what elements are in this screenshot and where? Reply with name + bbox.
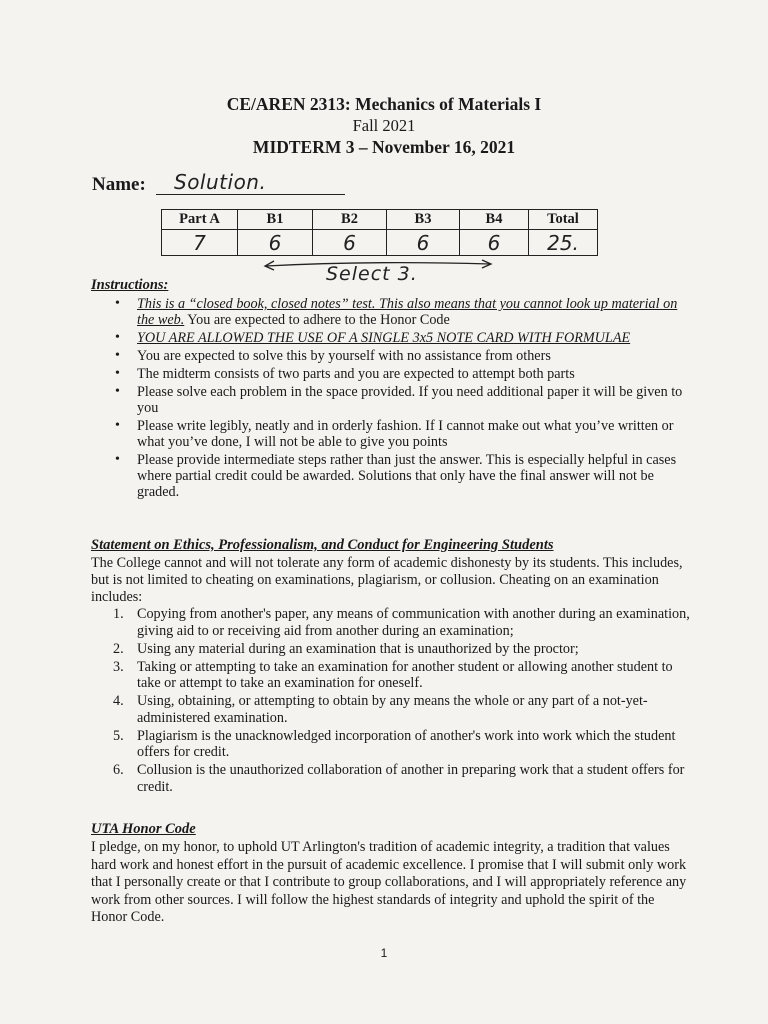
list-item: 2. Using any material during an examination that is unauthorized by the proctor;	[113, 640, 579, 657]
name-value: Solution.	[174, 170, 267, 194]
score-header-cell: B1	[238, 210, 313, 230]
instructions-list	[91, 296, 691, 502]
list-item: • Please solve each problem in the space provided. If you need additional paper it will be given to you	[91, 384, 691, 416]
list-item: 4. Using, obtaining, or attempting to obtain by any means the whole or any part of a not-yet-administered examination.	[113, 693, 648, 726]
list-item: • Please provide intermediate steps rather than just the answer. This is especially helpful in cases where partial credit could be awarded. Solutions that only have the final answer will not be graded.	[91, 452, 691, 500]
list-item: 3. Taking or attempting to take an examination for another student or allowing another student to take or attempt to take an examination for oneself.	[113, 658, 673, 691]
score-header-cell: Part A	[162, 210, 238, 230]
score-header-cell: B2	[313, 210, 387, 230]
course-title: CE/AREN 2313: Mechanics of Materials I	[226, 94, 542, 114]
instructions-heading: Instructions:	[91, 277, 169, 293]
score-value-cell: 6	[460, 230, 529, 256]
score-value-cell: 7	[162, 230, 238, 256]
term: Fall 2021	[352, 116, 416, 135]
score-value-cell: 6	[313, 230, 387, 256]
name-label: Name:	[92, 174, 146, 195]
list-item: 1. Copying from another's paper, any means of communication with another during an examination, giving aid to or receiving aid from another during an examination;	[113, 606, 690, 639]
page-number: 1	[380, 946, 388, 960]
score-header-row	[162, 210, 598, 230]
list-item: 6. Collusion is the unauthorized collaboration of another in preparing work that a student offers for credit.	[113, 762, 685, 795]
score-header-cell: B3	[387, 210, 460, 230]
honor-code-heading: UTA Honor Code	[91, 821, 196, 837]
select-note: Select 3.	[326, 263, 418, 285]
name-field	[92, 170, 352, 200]
ethics-heading: Statement on Ethics, Professionalism, and Conduct for Engineering Students	[91, 537, 554, 553]
list-item: • The midterm consists of two parts and you are expected to attempt both parts	[91, 366, 691, 382]
list-item: • Please write legibly, neatly and in orderly fashion. If I cannot make out what you’ve written or what you’ve done, I will not be able to give you points	[91, 418, 691, 450]
score-table	[161, 209, 598, 256]
exam-title: MIDTERM 3 – November 16, 2021	[252, 137, 516, 157]
score-value-row	[162, 230, 598, 256]
list-item: • You are expected to solve this by yourself with no assistance from others	[91, 348, 691, 364]
score-value-cell: 25.	[529, 230, 598, 256]
list-item: 5. Plagiarism is the unacknowledged incorporation of another's work into work which the student offers for credit.	[113, 727, 676, 760]
score-header-cell: Total	[529, 210, 598, 230]
list-item: • This is a “closed book, closed notes” test. This also means that you cannot look up material on the web. You are expected to adhere to the Honor Code	[91, 296, 691, 328]
list-item: • YOU ARE ALLOWED THE USE OF A SINGLE 3x5 NOTE CARD WITH FORMULAE	[91, 330, 691, 346]
ethics-intro: The College cannot and will not tolerate any form of academic dishonesty by its students. This includes, but is not limited to cheating on examinations, plagiarism, or collusion. Cheating on an examination includes:	[91, 555, 683, 605]
ethics-list	[91, 606, 691, 797]
score-header-cell: B4	[460, 210, 529, 230]
score-value-cell: 6	[387, 230, 460, 256]
name-underline	[156, 194, 345, 195]
score-value-cell: 6	[238, 230, 313, 256]
honor-code-text: I pledge, on my honor, to uphold UT Arlington's tradition of academic integrity, a tradition that values hard work and honest effort in the pursuit of academic excellence. I promise that I will submit only work that I personally create or that I contribute to group collaborations, and I will appropriately reference any work from other sources. I will follow the highest standards of integrity and uphold the spirit of the Honor Code.	[91, 839, 687, 926]
